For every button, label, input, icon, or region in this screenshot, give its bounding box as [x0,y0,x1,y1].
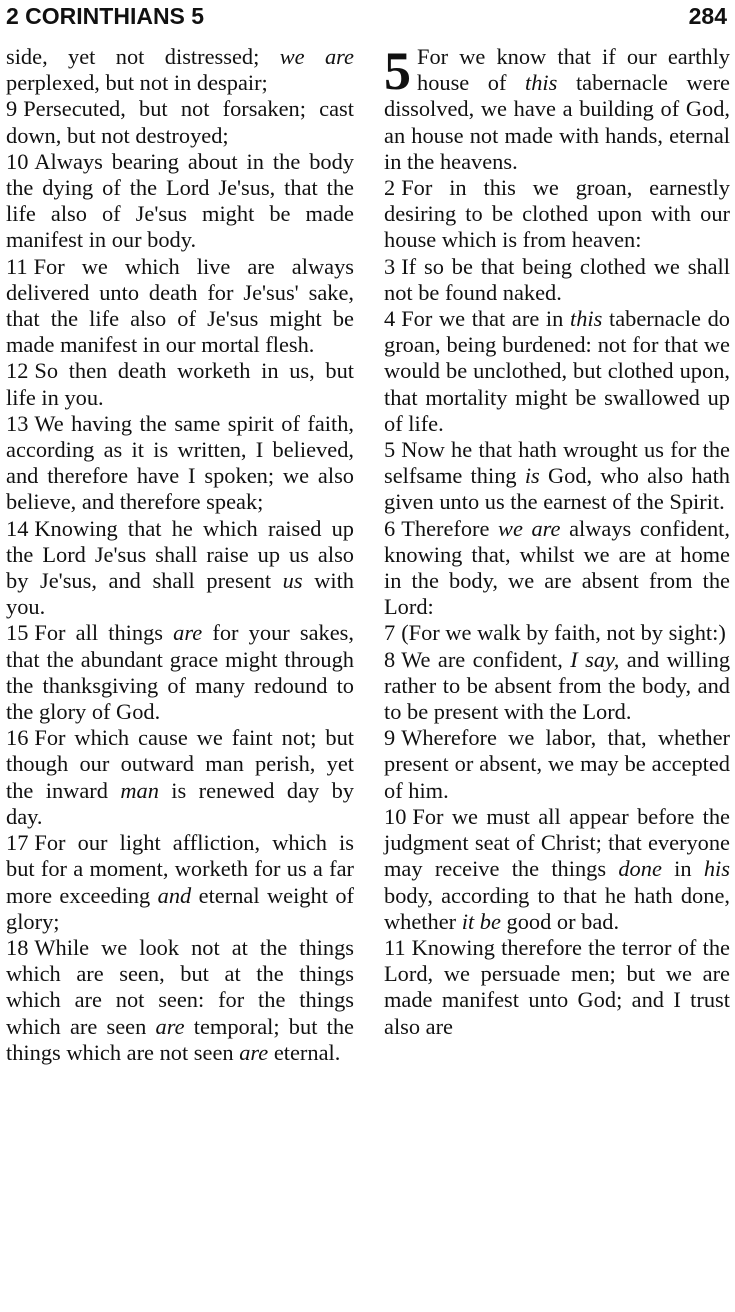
verse-text: (For we walk by faith, not by sight:) [401,620,726,646]
verse-number: 10 [384,803,407,829]
verse-text: Therefore [401,515,499,541]
verse-text: body, according to that he hath done, whether [384,882,730,934]
verse-italic-text: are [173,620,203,646]
verse-italic-text: is [524,463,540,489]
verse-text: tabernacle do groan, being burdened: not for that we would be unclothed, but clothed upon, that mortality might be swallowed up of life. [384,306,730,436]
verse [384,804,730,935]
verse-number: 10 [6,148,29,174]
verse-text: eternal. [268,1039,341,1065]
verse-italic-text: this [525,70,558,96]
verse-number: 15 [6,620,29,646]
verse [384,437,730,516]
verse-number: 6 [384,515,396,541]
verse-number: 16 [6,725,29,751]
verse-italic-text: we are [279,44,354,69]
verse-number: 8 [384,646,396,672]
verse [6,725,354,830]
verse-text: good or bad. [500,908,620,934]
verse-italic-text: and [157,882,192,908]
verse-italic-text: us [282,568,303,594]
verse [384,41,730,175]
verse-italic-text: it be [461,908,501,934]
verse-text: For all things [34,620,174,646]
verse [384,647,730,726]
verse-text: is renewed day by day. [6,777,354,829]
verse [384,516,730,621]
verse-text: Knowing therefore the terror of the Lord, we persuade men; but we are made manifest unto God; and I trust also are [384,934,730,1039]
verse-number: 7 [384,620,396,646]
verse-italic-text: done [618,856,662,882]
verse-text: Persecuted, but not forsaken; cast down, but not destroyed; [6,96,354,148]
right-column [384,41,731,1040]
verse-text: with you. [6,568,355,620]
verse-text: For we know that if our earthly house of [417,44,730,96]
verse-text: always confident, knowing that, whilst we are at home in the body, we are absent from the Lord: [384,515,730,620]
verse [384,620,730,646]
verse [6,620,354,725]
verse-text: Wherefore we labor, that, whether present or absent, we may be accepted of him. [384,725,730,803]
left-column [6,44,354,1066]
verse [6,149,354,254]
verse-number: 4 [384,306,396,332]
verse [384,254,730,306]
verse-number: 11 [6,253,28,279]
chapter-drop-cap: 5 [384,41,411,101]
verse [6,44,354,96]
verse-text: If so be that being clothed we shall not be found naked. [384,253,730,305]
verse-text: For we which live are always delivered unto death for Je'sus' sake, that the life also of Je'sus might be made manifest in our mortal flesh. [6,253,354,358]
verse [6,935,354,1066]
verse [384,725,730,804]
verse-number: 2 [384,175,396,201]
verse [6,411,354,516]
verse-text: perplexed, but not in despair; [6,70,268,96]
verse-number: 3 [384,253,396,279]
verse-number: 9 [6,96,18,122]
verse [6,358,354,410]
verse-number: 5 [384,437,396,463]
verse [384,306,730,437]
verse-text: For which cause we faint not; but though our outward man perish, yet the inward [6,725,354,803]
verse-text: in [661,856,704,882]
verse-number: 17 [6,830,29,856]
chapter-title: 2 CORINTHIANS 5 [6,3,205,29]
verse-number: 11 [384,934,406,960]
page-number: 284 [688,3,727,29]
verse-italic-text: this [569,306,603,332]
verse-italic-text: we are [498,515,561,541]
verse [6,516,354,621]
verse-number: 13 [6,410,29,436]
verse [6,830,354,935]
verse-text: Now he that hath wrought us for the selfsame thing [384,437,730,489]
verse [384,175,730,254]
page-header [6,0,729,40]
verse-italic-text: his [703,856,730,882]
verse-italic-text: are [155,1013,185,1039]
verse-italic-text: I say, [570,646,620,672]
verse-text: tabernacle were dissolved, we have a building of God, an house not made with hands, eternal in the heavens. [384,70,730,174]
verse-text: side, yet not distressed; [6,44,280,69]
verse-text: So then death worketh in us, but life in you. [6,358,354,410]
verse-number: 18 [6,934,29,960]
verse-text: For our light affliction, which is but for a moment, worketh for us a far more exceeding [6,830,354,908]
verse-text: for your sakes, that the abundant grace might through the thanksgiving of many redound to the glory of God. [6,620,354,725]
verse-text: For in this we groan, earnestly desiring to be clothed upon with our house which is from heaven: [384,175,730,253]
verse-text: God, who also hath given unto us the earnest of the Spirit. [384,463,731,515]
verse-text: and willing rather to be absent from the body, and to be present with the Lord. [384,646,731,725]
verse [384,935,730,1040]
verse-text: We are confident, [401,646,571,672]
verse-number: 14 [6,515,29,541]
verse-text: For we that are in [401,306,570,332]
verse [6,254,354,359]
verse-text: Always bearing about in the body the dying of the Lord Je'sus, that the life also of Je'sus might be made manifest in our body. [6,148,354,253]
verse-text: Knowing that he which raised up the Lord Je'sus shall raise up us also by Je'sus, and shall present [6,515,354,594]
verse-number: 12 [6,358,29,384]
verse-italic-text: man [120,777,159,803]
verse-italic-text: are [239,1039,269,1065]
verse-text: For we must all appear before the judgment seat of Christ; that everyone may receive the things [384,803,730,882]
verse-text: temporal; but the things which are not seen [6,1013,354,1065]
verse-number: 9 [384,725,396,751]
verse-text: While we look not at the things which are seen, but at the things which are not seen: for the things which are seen [6,934,354,1039]
verse-text: eternal weight of glory; [6,882,354,934]
verse-text: We having the same spirit of faith, according as it is written, I believed, and therefore have I spoken; we also believe, and therefore speak; [6,410,354,515]
verse [6,96,354,148]
